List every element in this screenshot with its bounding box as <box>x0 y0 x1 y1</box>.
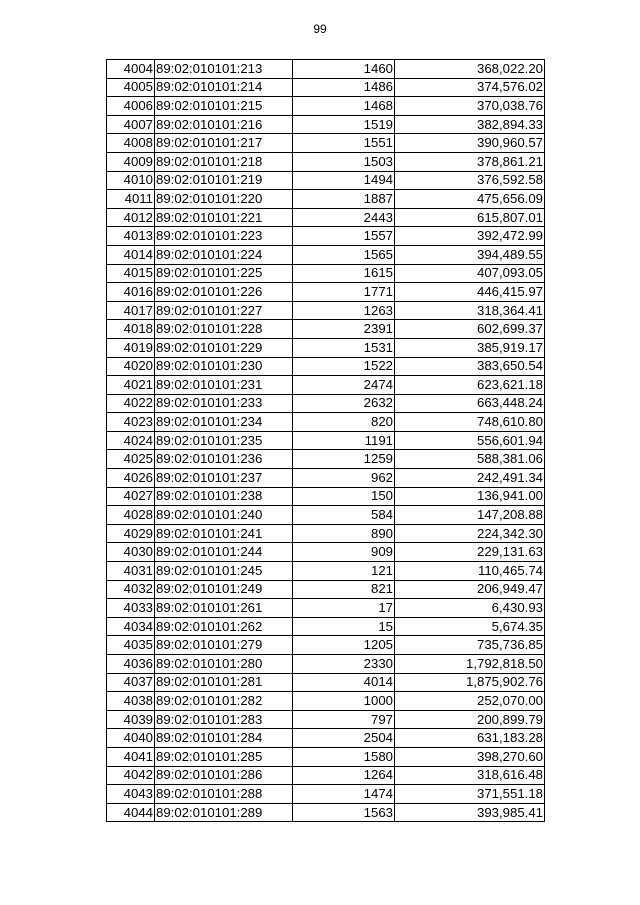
area-cell: 2474 <box>293 376 395 395</box>
table-row <box>107 785 545 804</box>
cadastral-value-cell: 556,601.94 <box>395 431 545 450</box>
area-cell: 1503 <box>293 152 395 171</box>
cadastral-value-cell: 623,621.18 <box>395 376 545 395</box>
table-row <box>107 636 545 655</box>
table-row <box>107 450 545 469</box>
area-cell: 1531 <box>293 338 395 357</box>
row-number-cell: 4013 <box>107 227 155 246</box>
cadastral-number-cell: 89:02:010101:286 <box>155 766 293 785</box>
cadastral-value-cell: 475,656.09 <box>395 190 545 209</box>
table-row <box>107 376 545 395</box>
area-cell: 1519 <box>293 115 395 134</box>
cadastral-value-cell: 602,699.37 <box>395 320 545 339</box>
cadastral-value-cell: 631,183.28 <box>395 729 545 748</box>
area-cell: 1580 <box>293 747 395 766</box>
cadastral-value-cell: 1,875,902.76 <box>395 673 545 692</box>
area-cell: 1615 <box>293 264 395 283</box>
cadastral-value-cell: 735,736.85 <box>395 636 545 655</box>
cadastral-number-cell: 89:02:010101:218 <box>155 152 293 171</box>
area-cell: 909 <box>293 543 395 562</box>
cadastral-number-cell: 89:02:010101:227 <box>155 301 293 320</box>
cadastral-number-cell: 89:02:010101:282 <box>155 692 293 711</box>
cadastral-value-cell: 5,674.35 <box>395 617 545 636</box>
row-number-cell: 4008 <box>107 134 155 153</box>
cadastral-number-cell: 89:02:010101:281 <box>155 673 293 692</box>
area-cell: 2330 <box>293 655 395 674</box>
table-body <box>107 60 545 822</box>
cadastral-number-cell: 89:02:010101:228 <box>155 320 293 339</box>
table-row <box>107 803 545 822</box>
row-number-cell: 4021 <box>107 376 155 395</box>
cadastral-number-cell: 89:02:010101:214 <box>155 78 293 97</box>
table-row <box>107 152 545 171</box>
cadastral-value-cell: 446,415.97 <box>395 283 545 302</box>
cadastral-number-cell: 89:02:010101:234 <box>155 413 293 432</box>
area-cell: 797 <box>293 710 395 729</box>
area-cell: 962 <box>293 469 395 488</box>
area-cell: 1565 <box>293 245 395 264</box>
row-number-cell: 4042 <box>107 766 155 785</box>
cadastral-number-cell: 89:02:010101:224 <box>155 245 293 264</box>
cadastral-number-cell: 89:02:010101:225 <box>155 264 293 283</box>
area-cell: 821 <box>293 580 395 599</box>
area-cell: 1468 <box>293 97 395 116</box>
row-number-cell: 4033 <box>107 599 155 618</box>
table-row <box>107 264 545 283</box>
row-number-cell: 4020 <box>107 357 155 376</box>
area-cell: 17 <box>293 599 395 618</box>
row-number-cell: 4014 <box>107 245 155 264</box>
cadastral-value-cell: 748,610.80 <box>395 413 545 432</box>
area-cell: 1263 <box>293 301 395 320</box>
cadastral-value-cell: 390,960.57 <box>395 134 545 153</box>
table-row <box>107 580 545 599</box>
cadastral-number-cell: 89:02:010101:238 <box>155 487 293 506</box>
table-row <box>107 710 545 729</box>
area-cell: 2632 <box>293 394 395 413</box>
table-row <box>107 543 545 562</box>
area-cell: 2504 <box>293 729 395 748</box>
cadastral-value-cell: 224,342.30 <box>395 524 545 543</box>
row-number-cell: 4038 <box>107 692 155 711</box>
cadastral-number-cell: 89:02:010101:241 <box>155 524 293 543</box>
row-number-cell: 4010 <box>107 171 155 190</box>
row-number-cell: 4007 <box>107 115 155 134</box>
row-number-cell: 4035 <box>107 636 155 655</box>
table-row <box>107 599 545 618</box>
table-row <box>107 97 545 116</box>
cadastral-value-cell: 370,038.76 <box>395 97 545 116</box>
table-row <box>107 338 545 357</box>
area-cell: 4014 <box>293 673 395 692</box>
area-cell: 2443 <box>293 208 395 227</box>
table-row <box>107 469 545 488</box>
cadastral-value-cell: 663,448.24 <box>395 394 545 413</box>
cadastral-value-cell: 393,985.41 <box>395 803 545 822</box>
row-number-cell: 4016 <box>107 283 155 302</box>
table-row <box>107 60 545 79</box>
row-number-cell: 4015 <box>107 264 155 283</box>
cadastral-number-cell: 89:02:010101:262 <box>155 617 293 636</box>
row-number-cell: 4012 <box>107 208 155 227</box>
cadastral-number-cell: 89:02:010101:233 <box>155 394 293 413</box>
row-number-cell: 4025 <box>107 450 155 469</box>
area-cell: 1460 <box>293 60 395 79</box>
table-row <box>107 320 545 339</box>
cadastral-number-cell: 89:02:010101:237 <box>155 469 293 488</box>
cadastral-number-cell: 89:02:010101:245 <box>155 562 293 581</box>
row-number-cell: 4024 <box>107 431 155 450</box>
table-row <box>107 562 545 581</box>
cadastral-value-cell: 392,472.99 <box>395 227 545 246</box>
area-cell: 584 <box>293 506 395 525</box>
table-row <box>107 506 545 525</box>
cadastral-value-cell: 229,131.63 <box>395 543 545 562</box>
table-row <box>107 190 545 209</box>
table-row <box>107 78 545 97</box>
area-cell: 121 <box>293 562 395 581</box>
row-number-cell: 4041 <box>107 747 155 766</box>
row-number-cell: 4017 <box>107 301 155 320</box>
cadastral-number-cell: 89:02:010101:221 <box>155 208 293 227</box>
cadastral-value-cell: 382,894.33 <box>395 115 545 134</box>
cadastral-number-cell: 89:02:010101:285 <box>155 747 293 766</box>
cadastral-value-cell: 252,070.00 <box>395 692 545 711</box>
cadastral-number-cell: 89:02:010101:229 <box>155 338 293 357</box>
row-number-cell: 4006 <box>107 97 155 116</box>
cadastral-number-cell: 89:02:010101:213 <box>155 60 293 79</box>
row-number-cell: 4026 <box>107 469 155 488</box>
cadastral-number-cell: 89:02:010101:216 <box>155 115 293 134</box>
cadastral-value-cell: 385,919.17 <box>395 338 545 357</box>
table-row <box>107 729 545 748</box>
table-row <box>107 301 545 320</box>
area-cell: 2391 <box>293 320 395 339</box>
cadastral-number-cell: 89:02:010101:215 <box>155 97 293 116</box>
row-number-cell: 4018 <box>107 320 155 339</box>
cadastral-number-cell: 89:02:010101:219 <box>155 171 293 190</box>
cadastral-value-cell: 368,022.20 <box>395 60 545 79</box>
cadastral-value-cell: 147,208.88 <box>395 506 545 525</box>
cadastral-number-cell: 89:02:010101:230 <box>155 357 293 376</box>
cadastral-value-cell: 242,491.34 <box>395 469 545 488</box>
row-number-cell: 4005 <box>107 78 155 97</box>
table-row <box>107 115 545 134</box>
cadastral-value-cell: 588,381.06 <box>395 450 545 469</box>
row-number-cell: 4029 <box>107 524 155 543</box>
row-number-cell: 4023 <box>107 413 155 432</box>
row-number-cell: 4034 <box>107 617 155 636</box>
cadastral-number-cell: 89:02:010101:283 <box>155 710 293 729</box>
row-number-cell: 4028 <box>107 506 155 525</box>
area-cell: 1259 <box>293 450 395 469</box>
cadastral-number-cell: 89:02:010101:249 <box>155 580 293 599</box>
table-row <box>107 431 545 450</box>
table-row <box>107 617 545 636</box>
row-number-cell: 4027 <box>107 487 155 506</box>
row-number-cell: 4004 <box>107 60 155 79</box>
area-cell: 1771 <box>293 283 395 302</box>
cadastral-value-cell: 110,465.74 <box>395 562 545 581</box>
area-cell: 1191 <box>293 431 395 450</box>
area-cell: 150 <box>293 487 395 506</box>
cadastral-value-cell: 383,650.54 <box>395 357 545 376</box>
cadastral-value-cell: 6,430.93 <box>395 599 545 618</box>
cadastral-number-cell: 89:02:010101:289 <box>155 803 293 822</box>
cadastral-number-cell: 89:02:010101:280 <box>155 655 293 674</box>
table-row <box>107 245 545 264</box>
table-row <box>107 655 545 674</box>
cadastral-value-cell: 615,807.01 <box>395 208 545 227</box>
cadastral-number-cell: 89:02:010101:235 <box>155 431 293 450</box>
cadastral-number-cell: 89:02:010101:261 <box>155 599 293 618</box>
row-number-cell: 4043 <box>107 785 155 804</box>
table-row <box>107 171 545 190</box>
cadastral-value-cell: 206,949.47 <box>395 580 545 599</box>
area-cell: 1486 <box>293 78 395 97</box>
area-cell: 1000 <box>293 692 395 711</box>
table-row <box>107 766 545 785</box>
area-cell: 1205 <box>293 636 395 655</box>
row-number-cell: 4009 <box>107 152 155 171</box>
cadastral-number-cell: 89:02:010101:240 <box>155 506 293 525</box>
row-number-cell: 4022 <box>107 394 155 413</box>
area-cell: 15 <box>293 617 395 636</box>
area-cell: 1264 <box>293 766 395 785</box>
cadastral-number-cell: 89:02:010101:244 <box>155 543 293 562</box>
row-number-cell: 4030 <box>107 543 155 562</box>
cadastral-value-cell: 407,093.05 <box>395 264 545 283</box>
row-number-cell: 4039 <box>107 710 155 729</box>
table-row <box>107 524 545 543</box>
land-plot-table <box>106 59 545 822</box>
cadastral-number-cell: 89:02:010101:220 <box>155 190 293 209</box>
area-cell: 1522 <box>293 357 395 376</box>
row-number-cell: 4031 <box>107 562 155 581</box>
cadastral-number-cell: 89:02:010101:284 <box>155 729 293 748</box>
area-cell: 1494 <box>293 171 395 190</box>
area-cell: 820 <box>293 413 395 432</box>
table-row <box>107 394 545 413</box>
cadastral-value-cell: 394,489.55 <box>395 245 545 264</box>
cadastral-number-cell: 89:02:010101:223 <box>155 227 293 246</box>
cadastral-value-cell: 376,592.58 <box>395 171 545 190</box>
cadastral-value-cell: 318,616.48 <box>395 766 545 785</box>
table-row <box>107 134 545 153</box>
cadastral-value-cell: 371,551.18 <box>395 785 545 804</box>
row-number-cell: 4036 <box>107 655 155 674</box>
row-number-cell: 4040 <box>107 729 155 748</box>
table-row <box>107 747 545 766</box>
cadastral-number-cell: 89:02:010101:236 <box>155 450 293 469</box>
table-row <box>107 413 545 432</box>
area-cell: 1557 <box>293 227 395 246</box>
cadastral-number-cell: 89:02:010101:231 <box>155 376 293 395</box>
cadastral-value-cell: 200,899.79 <box>395 710 545 729</box>
cadastral-value-cell: 374,576.02 <box>395 78 545 97</box>
area-cell: 1563 <box>293 803 395 822</box>
page-number: 99 <box>313 22 327 36</box>
row-number-cell: 4044 <box>107 803 155 822</box>
area-cell: 1887 <box>293 190 395 209</box>
area-cell: 890 <box>293 524 395 543</box>
table-row <box>107 673 545 692</box>
table-row <box>107 208 545 227</box>
table-row <box>107 227 545 246</box>
table-row <box>107 283 545 302</box>
cadastral-value-cell: 398,270.60 <box>395 747 545 766</box>
area-cell: 1474 <box>293 785 395 804</box>
cadastral-number-cell: 89:02:010101:217 <box>155 134 293 153</box>
table-row <box>107 692 545 711</box>
cadastral-number-cell: 89:02:010101:288 <box>155 785 293 804</box>
area-cell: 1551 <box>293 134 395 153</box>
row-number-cell: 4037 <box>107 673 155 692</box>
cadastral-value-cell: 1,792,818.50 <box>395 655 545 674</box>
row-number-cell: 4011 <box>107 190 155 209</box>
row-number-cell: 4032 <box>107 580 155 599</box>
cadastral-number-cell: 89:02:010101:279 <box>155 636 293 655</box>
cadastral-value-cell: 136,941.00 <box>395 487 545 506</box>
table-row <box>107 487 545 506</box>
cadastral-number-cell: 89:02:010101:226 <box>155 283 293 302</box>
table-row <box>107 357 545 376</box>
cadastral-value-cell: 378,861.21 <box>395 152 545 171</box>
cadastral-value-cell: 318,364.41 <box>395 301 545 320</box>
row-number-cell: 4019 <box>107 338 155 357</box>
